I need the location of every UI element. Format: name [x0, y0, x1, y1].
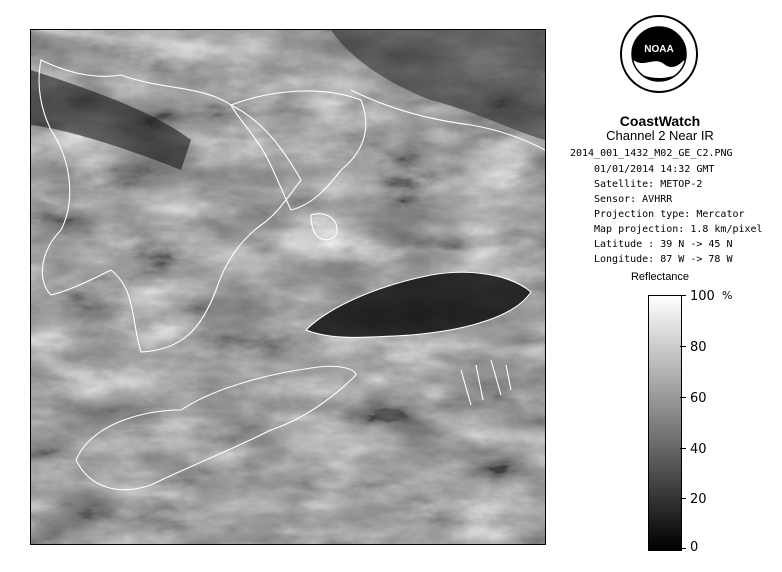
tick-20 — [680, 498, 686, 499]
latitude: Latitude : 39 N -> 45 N — [594, 239, 733, 250]
tick-80 — [680, 346, 686, 347]
satellite: Satellite: METOP-2 — [594, 179, 703, 190]
info-panel — [560, 0, 782, 572]
tick-label: 100 — [690, 289, 715, 304]
satellite-image — [30, 29, 546, 545]
tick-label: 40 — [690, 442, 707, 457]
tick-0 — [680, 548, 686, 549]
app-title: CoastWatch — [619, 113, 701, 129]
tick-label: 80 — [690, 340, 707, 355]
noaa-logo — [619, 14, 699, 94]
colorbar — [648, 295, 682, 551]
sensor: Sensor: AVHRR — [594, 194, 673, 205]
tick-label: 20 — [690, 492, 707, 507]
channel-label: Channel 2 Near IR — [606, 128, 714, 143]
legend-unit: % — [722, 289, 733, 302]
longitude: Longitude: 87 W -> 78 W — [594, 254, 733, 265]
tick-40 — [680, 448, 686, 449]
logo-text: NOAA — [644, 44, 674, 55]
projection-type: Projection type: Mercator — [594, 209, 745, 220]
tick-label: 0 — [690, 540, 699, 555]
tick-100 — [680, 295, 686, 296]
legend-title: Reflectance — [630, 271, 690, 283]
datetime: 01/01/2014 14:32 GMT — [594, 164, 715, 175]
tick-label: 60 — [690, 391, 707, 406]
tick-60 — [680, 397, 686, 398]
filename: 2014_001_1432_M02_GE_C2.PNG — [570, 148, 733, 159]
map-projection: Map projection: 1.8 km/pixel — [594, 224, 763, 235]
